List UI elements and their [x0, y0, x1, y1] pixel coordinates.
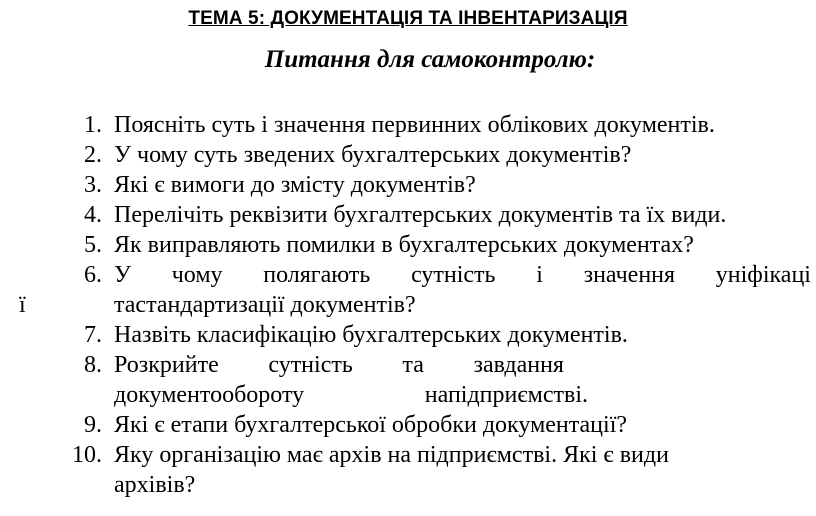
word: та [402, 352, 424, 378]
list-item-4 [0, 200, 816, 230]
list-item-number: 10. [72, 442, 102, 468]
page-title: ТЕМА 5: ДОКУМЕНТАЦІЯ ТА ІНВЕНТАРИЗАЦІЯ [188, 8, 628, 29]
list-item-6 [0, 260, 816, 320]
list-item-text: Які є етапи бухгалтерської обробки документації? [114, 412, 628, 438]
list-item-text-justified [114, 380, 588, 410]
list-item-7 [0, 320, 816, 350]
list-item-9 [0, 410, 816, 440]
list-item-text: Поясніть суть і значення первинних облікових документів. [114, 112, 715, 138]
stray-letter: ї [19, 292, 26, 318]
list-item-2 [0, 140, 816, 170]
list-item-text: Перелічіть реквізити бухгалтерських документів та їх види. [114, 202, 727, 228]
word: полягають [263, 262, 371, 288]
word: У [114, 262, 131, 288]
word: і [536, 262, 543, 288]
questions-list [0, 110, 816, 500]
list-item-text-justified [114, 350, 564, 380]
list-item-number: 1. [84, 112, 102, 138]
list-item-number: 2. [84, 142, 102, 168]
list-item-number: 4. [84, 202, 102, 228]
list-item-number: 3. [84, 172, 102, 198]
page-subtitle: Питання для самоконтролю: [264, 46, 596, 73]
list-item-text-justified [114, 260, 811, 290]
word: уніфікаці [715, 262, 811, 288]
list-item-10 [0, 440, 816, 500]
list-item-text: Які є вимоги до змісту документів? [114, 172, 476, 198]
word: сутність [268, 352, 353, 378]
word: напідприємстві. [424, 382, 588, 408]
list-item-text-continuation: тастандартизації документів? [114, 292, 416, 318]
list-item-number: 7. [84, 322, 102, 348]
word: значення [583, 262, 676, 288]
list-item-5 [0, 230, 816, 260]
list-item-text: Яку організацію має архів на підприємстві. Які є види [114, 442, 669, 468]
word: завдання [473, 352, 564, 378]
list-item-number: 5. [84, 232, 102, 258]
word: Розкрийте [114, 352, 219, 378]
list-item-number: 6. [84, 262, 102, 288]
list-item-number: 9. [84, 412, 102, 438]
word: чому [171, 262, 223, 288]
word: документообороту [114, 382, 305, 408]
list-item-1 [0, 110, 816, 140]
list-item-3 [0, 170, 816, 200]
list-item-text-continuation: архівів? [114, 472, 196, 498]
list-item-8 [0, 350, 816, 410]
word: сутність [411, 262, 496, 288]
list-item-text: Назвіть класифікацію бухгалтерських документів. [114, 322, 628, 348]
list-item-text: У чому суть зведених бухгалтерських документів? [114, 142, 632, 168]
list-item-text: Як виправляють помилки в бухгалтерських документах? [114, 232, 694, 258]
list-item-number: 8. [84, 352, 102, 378]
